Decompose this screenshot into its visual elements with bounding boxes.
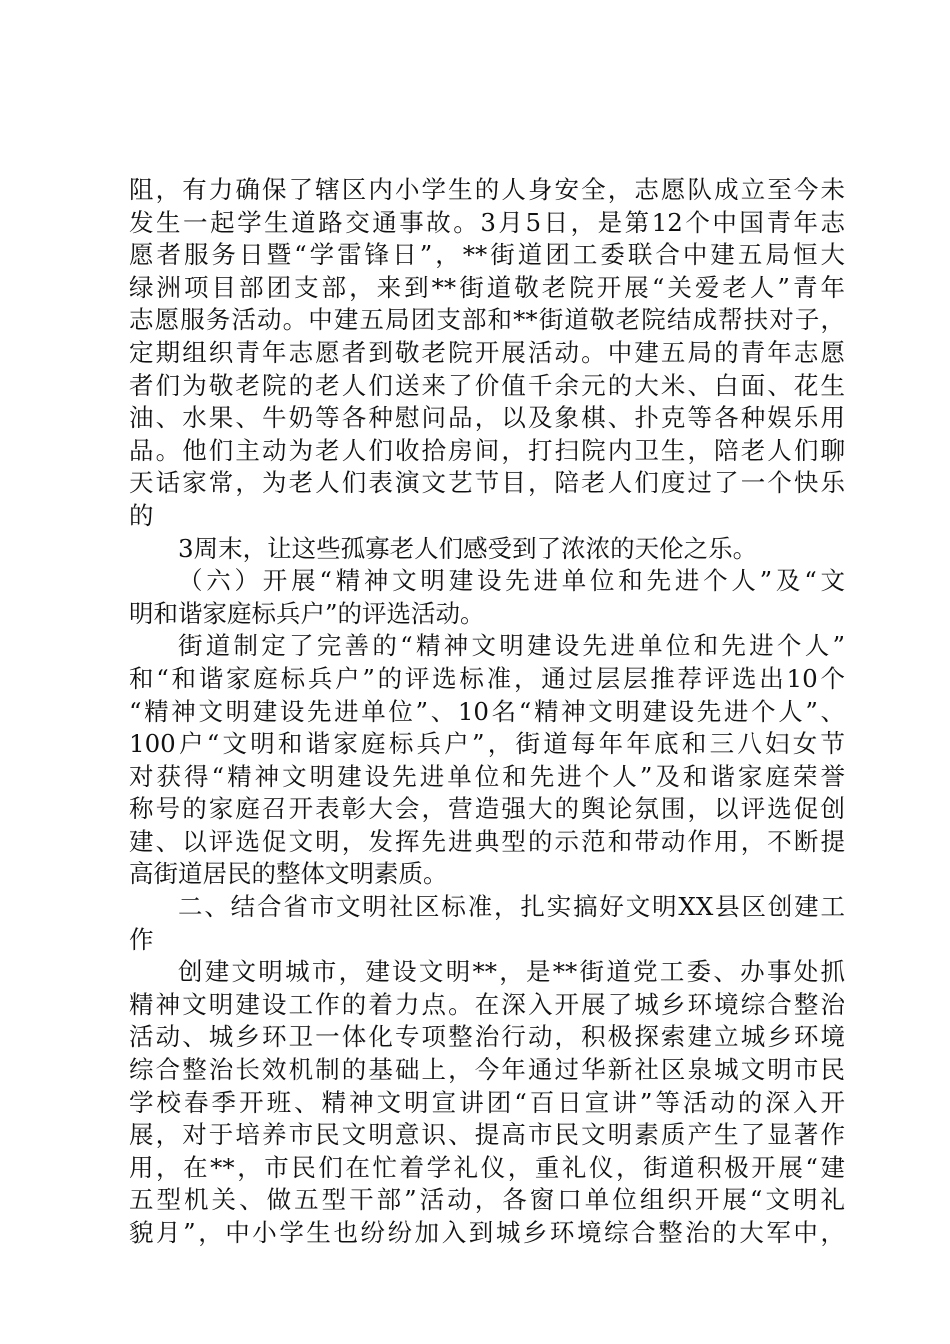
text-line: 绿洲项目部团支部，来到**街道敬老院开展“关爱老人”青年 <box>129 272 845 302</box>
text-line: “精神文明建设先进单位”、10名“精神文明建设先进个人”、 <box>129 696 845 726</box>
text-line: 油、水果、牛奶等各种慰问品，以及象棋、扑克等各种娱乐用 <box>129 403 845 433</box>
text-line: 展，对于培养市民文明意识、提高市民文明素质产生了显著作 <box>129 1120 845 1150</box>
text-line: 用，在**，市民们在忙着学礼仪，重礼仪，街道积极开展“建 <box>129 1152 845 1182</box>
text-line: 天话家常，为老人们表演文艺节目，陪老人们度过了一个快乐 <box>129 468 845 498</box>
text-line: 高街道居民的整体文明素质。 <box>129 859 448 889</box>
section-heading-cont: 作 <box>129 924 154 954</box>
text-line: 者们为敬老院的老人们送来了价值千余元的大米、白面、花生 <box>129 370 845 400</box>
text-line: 100户“文明和谐家庭标兵户”，街道每年年底和三八妇女节 <box>129 729 845 759</box>
text-line: 创建文明城市，建设文明**，是**街道党工委、办事处抓 <box>178 957 845 987</box>
text-line: 愿者服务日暨“学雷锋日”，**街道团工委联合中建五局恒大 <box>129 240 845 270</box>
section-heading: （六）开展“精神文明建设先进单位和先进个人”及“文 <box>178 566 845 596</box>
text-line: 阻，有力确保了辖区内小学生的人身安全，志愿队成立至今未 <box>129 175 845 204</box>
text-line: 和“和谐家庭标兵户”的评选标准，通过层层推荐评选出10个 <box>129 663 845 693</box>
text-line: 建、以评选促文明，发挥先进典型的示范和带动作用，不断提 <box>129 826 845 856</box>
text-line: 的 <box>129 500 154 530</box>
section-heading-cont: 明和谐家庭标兵户”的评选活动。 <box>129 598 485 628</box>
text-line: 品。他们主动为老人们收拾房间，打扫院内卫生，陪老人们聊 <box>129 435 845 465</box>
text-line: 定期组织青年志愿者到敬老院开展活动。中建五局的青年志愿 <box>129 337 845 367</box>
text-line: 发生一起学生道路交通事故。3月5日，是第12个中国青年志 <box>129 207 845 237</box>
text-line: 志愿服务活动。中建五局团支部和**街道敬老院结成帮扶对子， <box>129 305 845 335</box>
text-line: 貌月”，中小学生也纷纷加入到城乡环境综合整治的大军中， <box>129 1218 845 1247</box>
text-line: 五型机关、做五型干部”活动，各窗口单位组织开展“文明礼 <box>129 1185 845 1215</box>
text-line: 学校春季开班、精神文明宣讲团“百日宣讲”等活动的深入开 <box>129 1087 845 1117</box>
text-line: 街道制定了完善的“精神文明建设先进单位和先进个人” <box>178 631 845 661</box>
text-line: 3周末，让这些孤寡老人们感受到了浓浓的天伦之乐。 <box>178 533 758 563</box>
text-line: 对获得“精神文明建设先进单位和先进个人”及和谐家庭荣誉 <box>129 761 845 791</box>
section-heading: 二、结合省市文明社区标准，扎实搞好文明XX县区创建工 <box>178 892 845 922</box>
text-line: 活动、城乡环卫一体化专项整治行动，积极探索建立城乡环境 <box>129 1022 845 1052</box>
text-line: 称号的家庭召开表彰大会，营造强大的舆论氛围，以评选促创 <box>129 794 845 824</box>
text-line: 精神文明建设工作的着力点。在深入开展了城乡环境综合整治 <box>129 989 845 1019</box>
text-line: 综合整治长效机制的基础上，今年通过华新社区泉城文明市民 <box>129 1055 845 1085</box>
body-text <box>129 174 845 1250</box>
